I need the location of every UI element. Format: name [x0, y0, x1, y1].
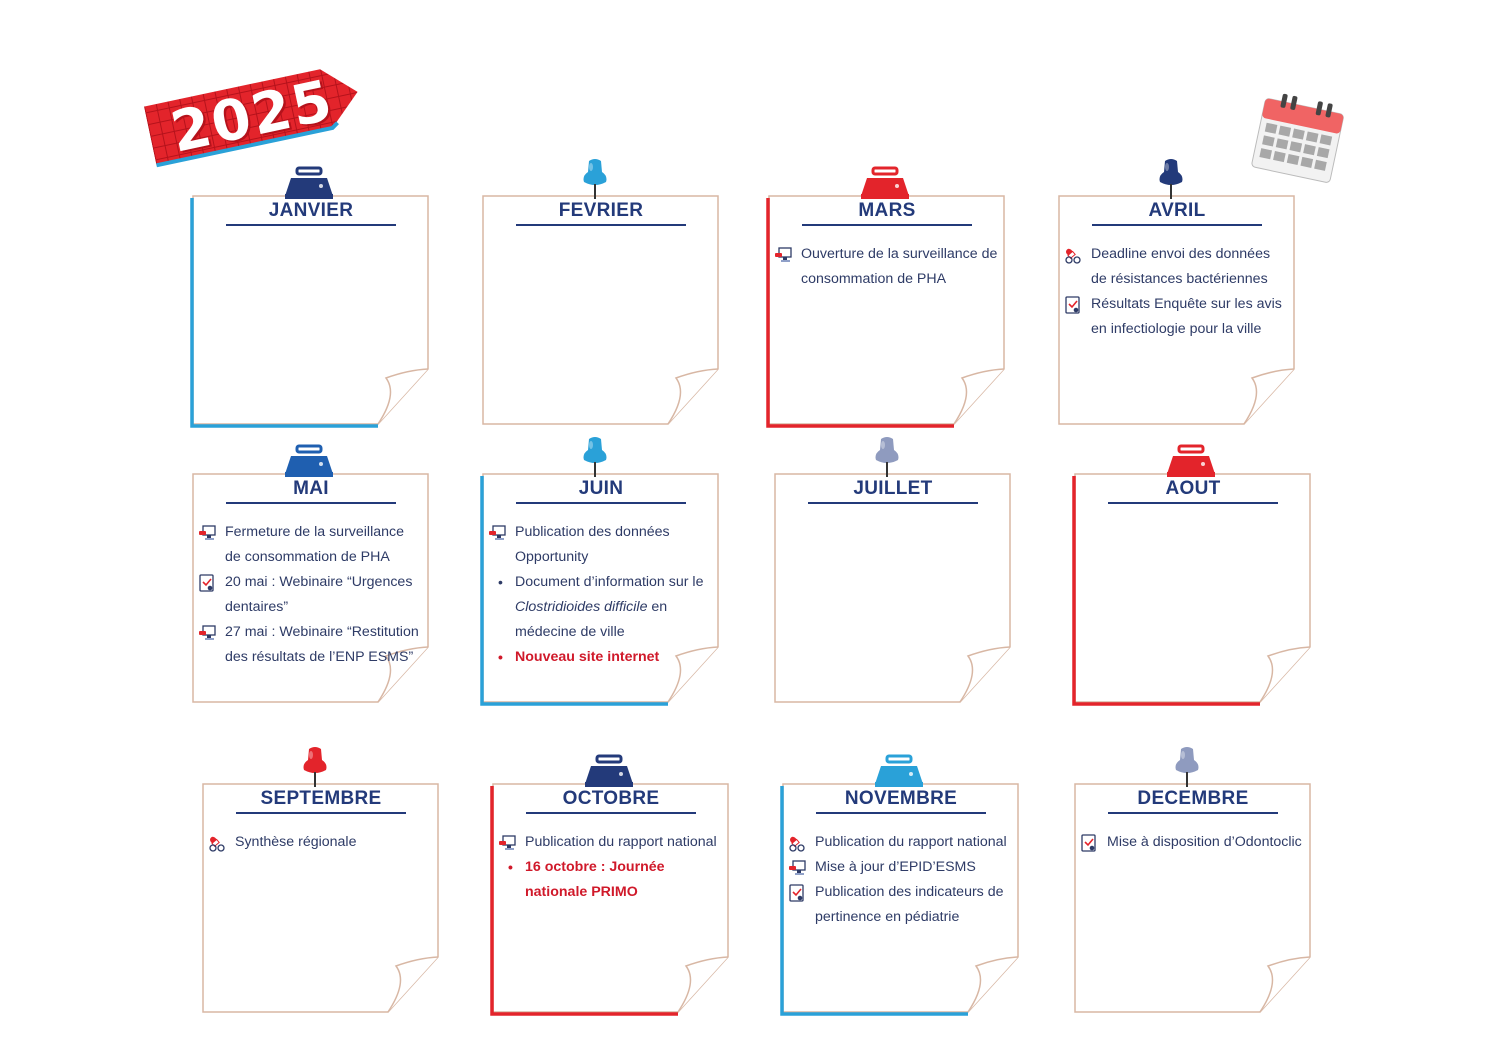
- event-text-italic: Clostridioides difficile: [515, 599, 648, 615]
- month-title: SEPTEMBRE: [236, 788, 406, 814]
- event-list: [774, 242, 999, 292]
- month-title: AVRIL: [1092, 200, 1262, 226]
- month-note-septembre: [200, 782, 438, 1014]
- event-text: Publication du rapport national: [815, 834, 1007, 850]
- event-list: [1064, 242, 1289, 342]
- document-icon: [1080, 834, 1098, 852]
- event-item: [1080, 830, 1305, 855]
- pills-icon: [788, 834, 806, 852]
- event-item: [488, 570, 713, 645]
- event-list: [788, 830, 1013, 930]
- computer-icon: [488, 524, 506, 542]
- event-text: Publication des données Opportunity: [515, 524, 670, 565]
- event-text: en médecine de ville: [515, 599, 668, 640]
- event-item: [788, 880, 1013, 930]
- event-list: [1080, 830, 1305, 855]
- event-text: Deadline envoi des données de résistances bactériennes: [1091, 246, 1271, 287]
- computer-icon: [198, 624, 216, 642]
- month-title: AOUT: [1108, 478, 1278, 504]
- event-text: 27 mai : Webinaire “Restitution des résultats de l’ENP ESMS”: [225, 624, 419, 665]
- computer-icon: [774, 246, 792, 264]
- month-note-aout: [1072, 472, 1310, 704]
- month-note-avril: [1056, 194, 1294, 426]
- event-item: [498, 855, 723, 905]
- year-banner: [143, 57, 363, 169]
- event-item: [774, 242, 999, 292]
- computer-icon: [498, 834, 516, 852]
- event-text: 20 mai : Webinaire “Urgences dentaires”: [225, 574, 413, 615]
- event-list: [198, 520, 423, 670]
- event-item: [788, 830, 1013, 855]
- event-list: [208, 830, 433, 855]
- event-item: [198, 570, 423, 620]
- month-title: MARS: [802, 200, 972, 226]
- month-note-decembre: [1072, 782, 1310, 1014]
- month-note-janvier: [190, 194, 428, 426]
- month-note-novembre: [780, 782, 1018, 1014]
- document-icon: [788, 884, 806, 902]
- month-title: JUILLET: [808, 478, 978, 504]
- event-item: [198, 620, 423, 670]
- event-text: Publication des indicateurs de pertinence en pédiatrie: [815, 884, 1004, 925]
- event-text: Mise à disposition d’Odontoclic: [1107, 834, 1302, 850]
- bullet-icon: •: [498, 649, 503, 665]
- push-pin-icon: [1172, 746, 1202, 793]
- document-icon: [1064, 296, 1082, 314]
- year-label: 2025: [165, 67, 340, 166]
- push-pin-icon: [580, 158, 610, 205]
- event-item: [208, 830, 433, 855]
- month-title: OCTOBRE: [526, 788, 696, 814]
- month-title: MAI: [226, 478, 396, 504]
- month-note-mai: [190, 472, 428, 704]
- event-text: Mise à jour d’EPID’ESMS: [815, 859, 976, 875]
- computer-icon: [198, 524, 216, 542]
- event-text: Synthèse régionale: [235, 834, 357, 850]
- event-item: [498, 830, 723, 855]
- event-text: Publication du rapport national: [525, 834, 717, 850]
- event-text: 16 octobre : Journée nationale PRIMO: [525, 859, 665, 900]
- event-item: [488, 645, 713, 670]
- event-list: [498, 830, 723, 905]
- event-text: Fermeture de la surveillance de consommation de PHA: [225, 524, 404, 565]
- push-pin-icon: [580, 436, 610, 483]
- month-title: FEVRIER: [516, 200, 686, 226]
- push-pin-icon: [300, 746, 330, 793]
- event-text: Ouverture de la surveillance de consommation de PHA: [801, 246, 998, 287]
- month-title: DECEMBRE: [1108, 788, 1278, 814]
- computer-icon: [788, 859, 806, 877]
- month-note-fevrier: [480, 194, 718, 426]
- event-text: Résultats Enquête sur les avis en infectiologie pour la ville: [1091, 296, 1282, 337]
- event-text: Nouveau site internet: [515, 649, 660, 665]
- push-pin-icon: [1156, 158, 1186, 205]
- document-icon: [198, 574, 216, 592]
- month-note-octobre: [490, 782, 728, 1014]
- pills-icon: [208, 834, 226, 852]
- pills-icon: [1064, 246, 1082, 264]
- month-title: NOVEMBRE: [816, 788, 986, 814]
- month-title: JANVIER: [226, 200, 396, 226]
- event-item: [198, 520, 423, 570]
- month-title: JUIN: [516, 478, 686, 504]
- bullet-icon: •: [498, 574, 503, 590]
- month-note-juillet: [772, 472, 1010, 704]
- calendar-icon: [1250, 92, 1350, 187]
- bullet-icon: •: [508, 859, 513, 875]
- event-list: [488, 520, 713, 670]
- event-item: [788, 855, 1013, 880]
- month-note-mars: [766, 194, 1004, 426]
- event-item: [488, 520, 713, 570]
- month-note-juin: [480, 472, 718, 704]
- push-pin-icon: [872, 436, 902, 483]
- event-item: [1064, 292, 1289, 342]
- event-item: [1064, 242, 1289, 292]
- event-text: Document d’information sur le: [515, 574, 704, 590]
